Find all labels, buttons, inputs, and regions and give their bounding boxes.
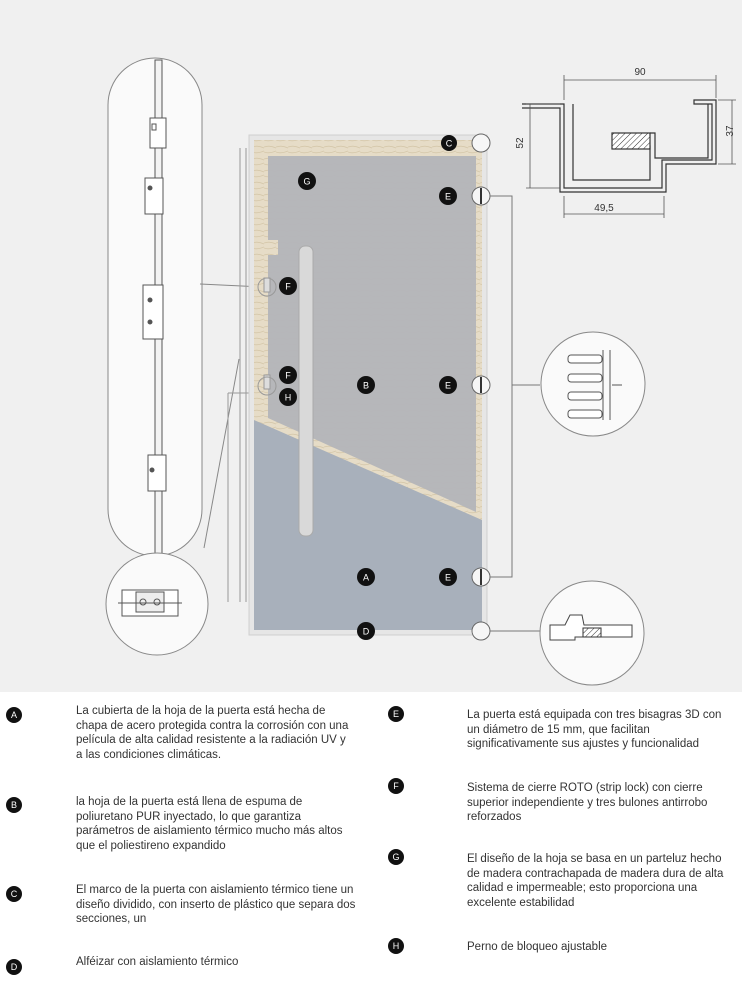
marker-F-bottom — [279, 366, 297, 384]
sill-detail — [540, 581, 644, 685]
dim-height-left: 52 — [515, 137, 526, 149]
dim-width-top: 90 — [634, 67, 646, 78]
marker-A — [357, 568, 375, 586]
marker-E-top — [439, 187, 457, 205]
legend-text: La cubierta de la hoja de la puerta está hecha de chapa de acero protegida contra la corrosión con una película de alta calidad resistente a la radiación UV y a las condiciones climáticas. — [76, 705, 349, 761]
door-handle — [299, 246, 313, 536]
legend-text: Perno de bloqueo ajustable — [467, 941, 608, 953]
legend-text: El diseño de la hoja se basa en un parteluz hecho de madera contrachapada de madera dura de alta calidad e impermeable; esto proporciona una excelente estabilidad — [467, 853, 724, 909]
hinge-detail — [541, 332, 645, 436]
marker-label: D — [362, 626, 370, 637]
lock-bar-detail — [108, 58, 202, 556]
legend-text: Sistema de cierre ROTO (strip lock) con cierre superior independiente y tres bulones antirrobo reforzados — [467, 782, 708, 824]
legend-badge: C — [6, 886, 22, 902]
marker-label: B — [362, 380, 370, 391]
marker-G — [298, 172, 316, 190]
marker-label: G — [303, 176, 311, 187]
legend-badge: F — [388, 778, 404, 794]
marker-label: F — [285, 370, 291, 381]
legend-badge: G — [388, 849, 404, 865]
lock-point — [264, 278, 270, 292]
marker-label: A — [362, 572, 370, 583]
marker-label: C — [445, 138, 453, 149]
marker-label: H — [284, 392, 292, 403]
marker-label: F — [285, 281, 291, 292]
dim-height-right: 37 — [725, 125, 736, 137]
marker-label: E — [444, 572, 452, 583]
marker-label: E — [444, 380, 452, 391]
legend-badge: A — [6, 707, 22, 723]
latch-detail — [106, 553, 208, 655]
hinge-bracket-line — [490, 196, 512, 577]
marker-F-top — [279, 277, 297, 295]
marker-D — [357, 622, 375, 640]
frame-profile — [522, 100, 716, 192]
marker-C — [441, 135, 457, 151]
legend-text: Alféizar con aislamiento térmico — [76, 956, 239, 968]
dim-width-bottom: 49,5 — [594, 203, 614, 214]
marker-label: E — [444, 191, 452, 202]
legend-badge: H — [388, 938, 404, 954]
marker-B — [357, 376, 375, 394]
marker-E-bottom — [439, 568, 457, 586]
marker-H — [279, 388, 297, 406]
legend-text: la hoja de la puerta está llena de espuma de poliuretano PUR inyectado, lo que garantiza parámetros de aislamiento térmico mucho más altos que el poliestireno expandido — [76, 796, 343, 852]
callout-line — [204, 359, 239, 548]
legend-text: La puerta está equipada con tres bisagras 3D con un diámetro de 15 mm, que facilitan significativamente sus ajustes y funcionalidad — [467, 709, 722, 751]
marker-E-middle — [439, 376, 457, 394]
legend-badge: B — [6, 797, 22, 813]
legend-badge: D — [6, 959, 22, 975]
legend-badge: E — [388, 706, 404, 722]
legend-text: El marco de la puerta con aislamiento térmico tiene un diseño dividido, con inserto de plástico que separa dos secciones, un — [76, 884, 356, 926]
